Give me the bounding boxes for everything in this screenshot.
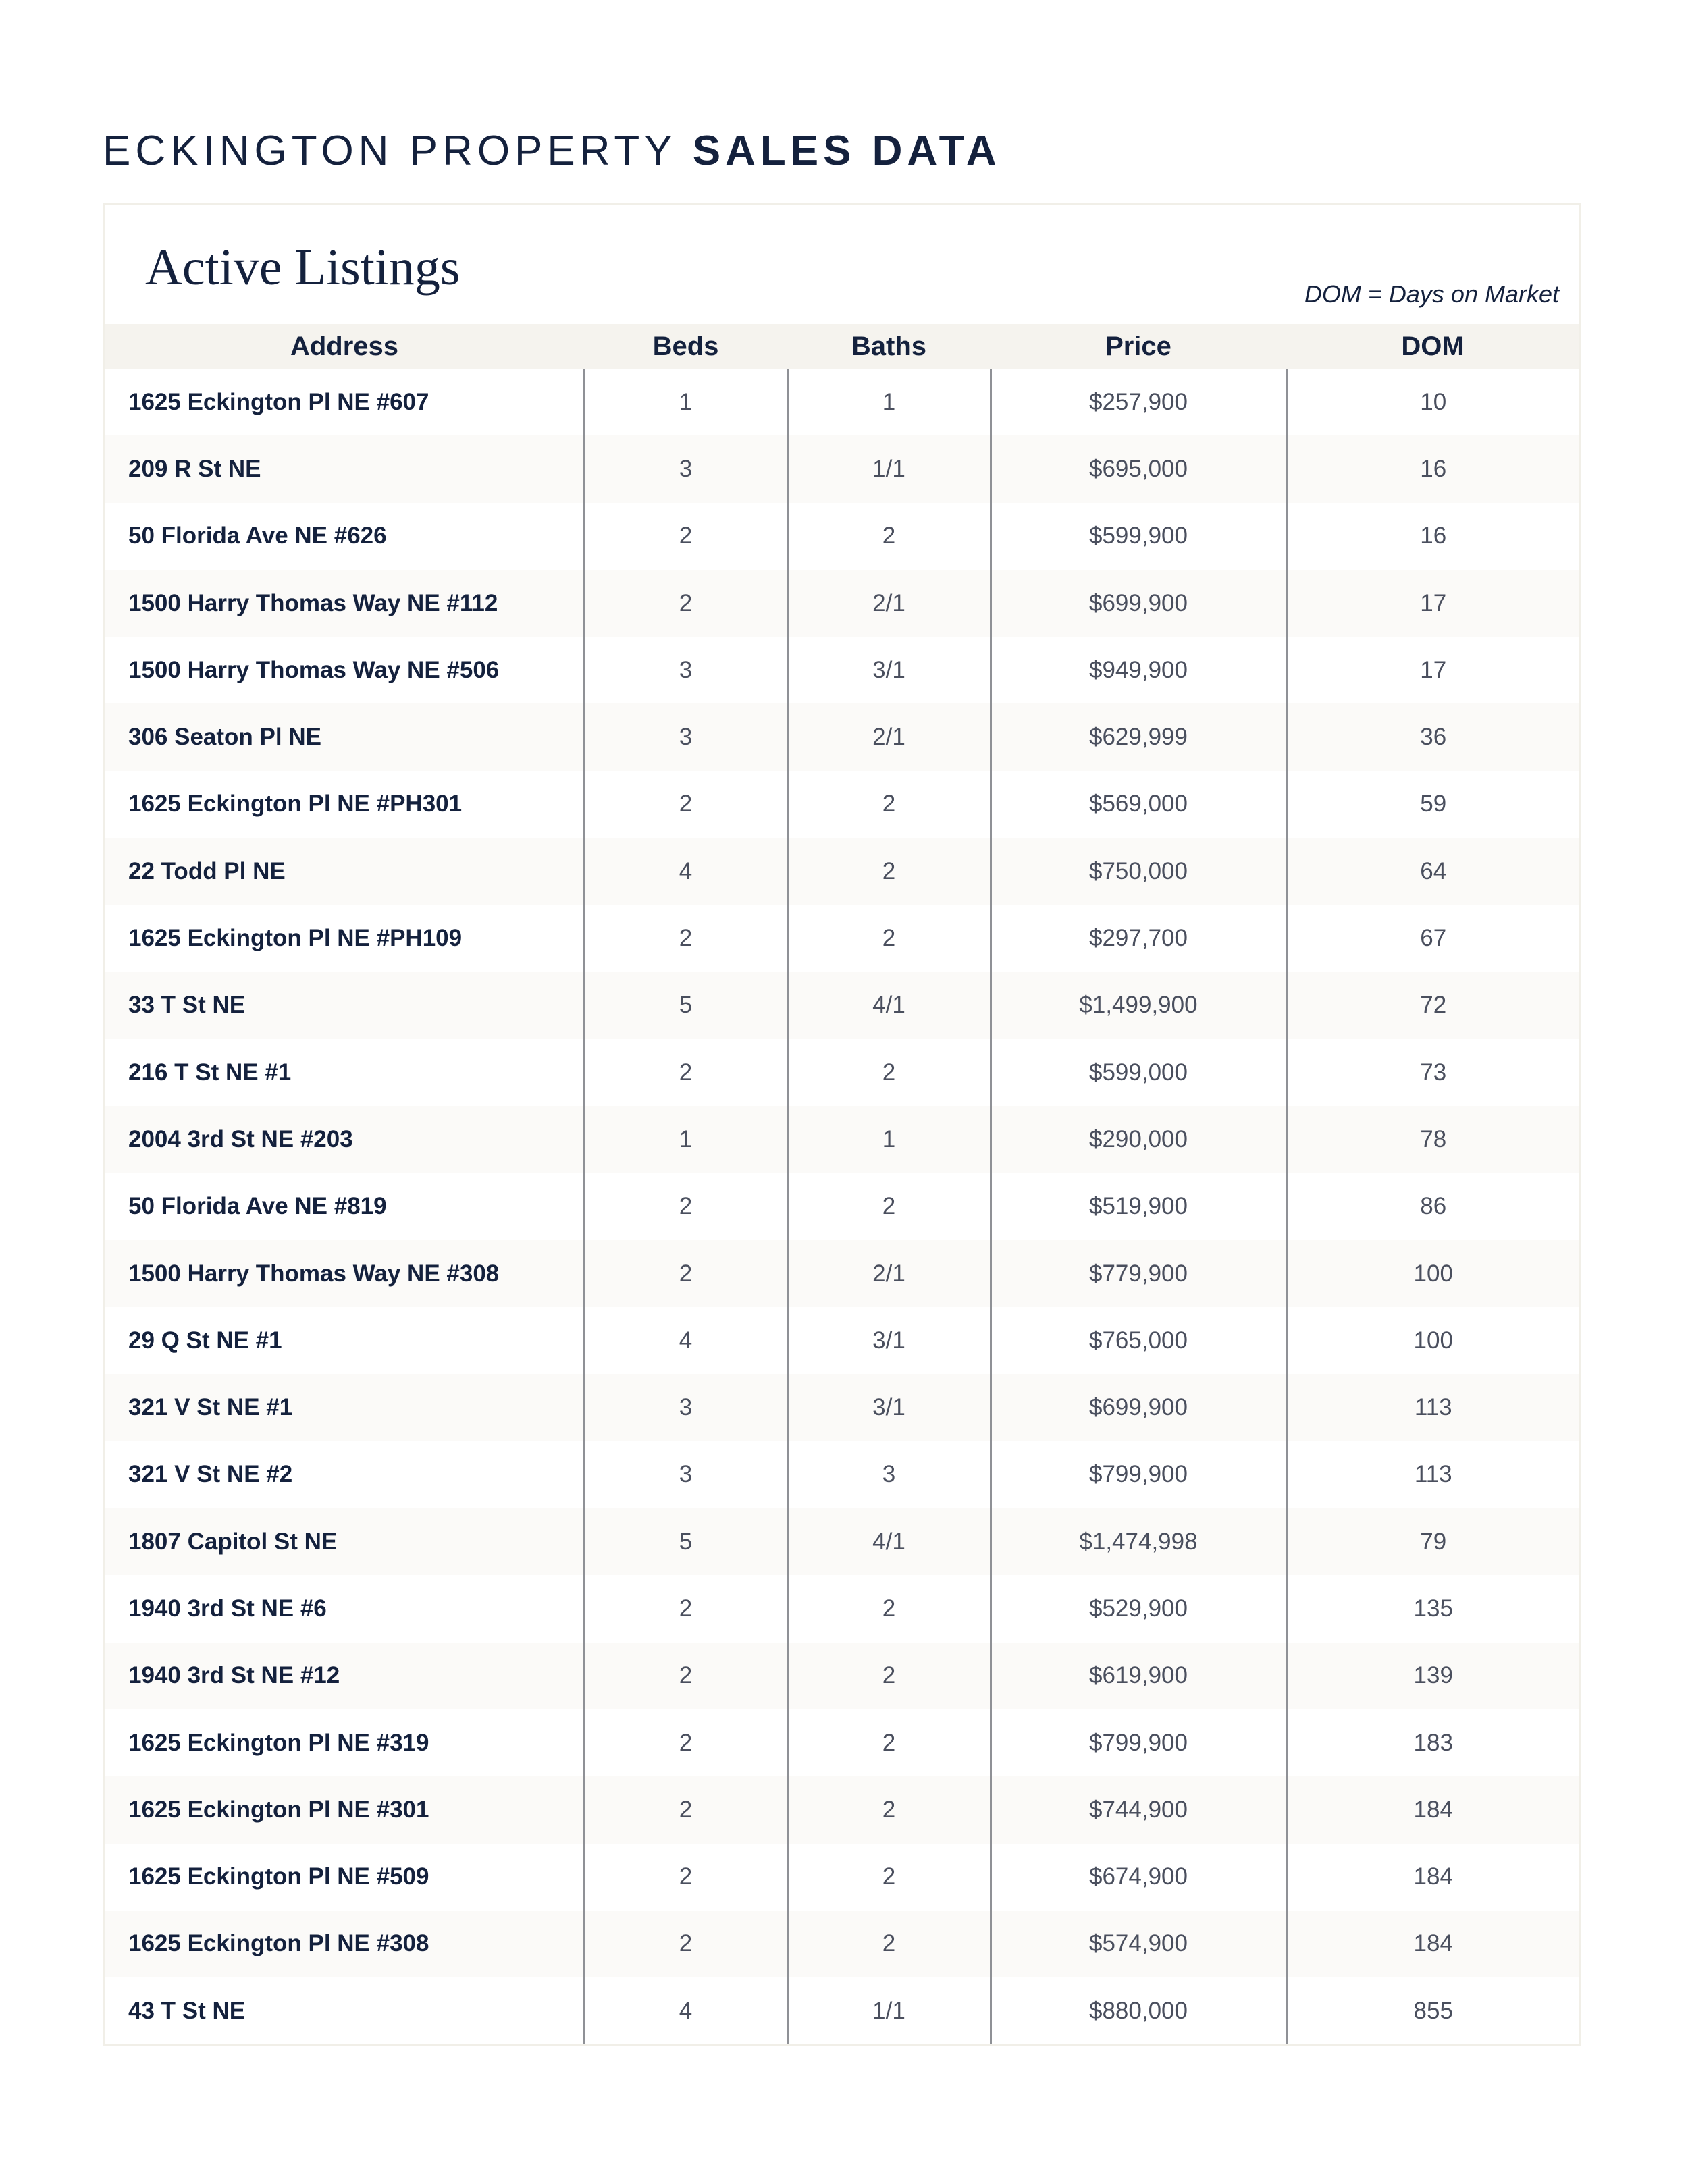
table-row <box>105 972 1579 1039</box>
cell-dom: 78 <box>1286 1106 1579 1173</box>
cell-baths: 2 <box>787 905 991 971</box>
cell-address: 209 R St NE <box>128 455 261 482</box>
cell-beds: 2 <box>584 570 787 637</box>
cell-price: $744,900 <box>991 1776 1286 1843</box>
table-row <box>105 1441 1579 1508</box>
cell-baths: 1/1 <box>787 1977 991 2044</box>
cell-address: 216 T St NE #1 <box>128 1059 292 1086</box>
page-title <box>103 127 1001 175</box>
cell-beds: 4 <box>584 838 787 905</box>
cell-price: $290,000 <box>991 1106 1286 1173</box>
table-row <box>105 1911 1579 1977</box>
cell-dom: 135 <box>1286 1575 1579 1642</box>
cell-address: 321 V St NE #1 <box>128 1394 293 1421</box>
cell-baths: 1 <box>787 369 991 435</box>
cell-price: $1,474,998 <box>991 1508 1286 1575</box>
table-row <box>105 1776 1579 1843</box>
table-row <box>105 703 1579 770</box>
cell-beds: 4 <box>584 1977 787 2044</box>
column-header-beds: Beds <box>652 331 719 361</box>
table-row <box>105 1173 1579 1240</box>
table-row <box>105 1508 1579 1575</box>
cell-beds: 2 <box>584 1844 787 1911</box>
cell-dom: 855 <box>1286 1977 1579 2044</box>
cell-beds: 3 <box>584 1374 787 1441</box>
cell-price: $799,900 <box>991 1709 1286 1776</box>
cell-price: $519,900 <box>991 1173 1286 1240</box>
table-row <box>105 1374 1579 1441</box>
cell-dom: 67 <box>1286 905 1579 971</box>
table-row <box>105 771 1579 838</box>
cell-baths: 3/1 <box>787 637 991 703</box>
cell-price: $574,900 <box>991 1911 1286 1977</box>
table-row <box>105 838 1579 905</box>
cell-address: 50 Florida Ave NE #626 <box>128 523 387 550</box>
cell-price: $695,000 <box>991 435 1286 502</box>
cell-price: $599,900 <box>991 503 1286 570</box>
cell-baths: 2/1 <box>787 703 991 770</box>
table-row <box>105 1039 1579 1106</box>
column-header-address: Address <box>290 331 399 361</box>
table-row <box>105 1106 1579 1173</box>
cell-baths: 3/1 <box>787 1307 991 1374</box>
cell-price: $750,000 <box>991 838 1286 905</box>
cell-price: $880,000 <box>991 1977 1286 2044</box>
cell-baths: 2 <box>787 1776 991 1843</box>
cell-dom: 73 <box>1286 1039 1579 1106</box>
table-body <box>105 369 1579 2044</box>
cell-price: $699,900 <box>991 570 1286 637</box>
table-row <box>105 1307 1579 1374</box>
cell-address: 33 T St NE <box>128 992 246 1019</box>
table-header <box>105 324 1579 369</box>
cell-address: 1625 Eckington Pl NE #PH301 <box>128 791 463 818</box>
cell-baths: 2 <box>787 503 991 570</box>
cell-baths: 3 <box>787 1441 991 1508</box>
cell-beds: 5 <box>584 1508 787 1575</box>
cell-price: $297,700 <box>991 905 1286 971</box>
dom-legend-note: DOM = Days on Market <box>1304 280 1559 308</box>
cell-price: $949,900 <box>991 637 1286 703</box>
cell-baths: 2 <box>787 1844 991 1911</box>
table-row <box>105 369 1579 435</box>
cell-dom: 17 <box>1286 570 1579 637</box>
active-listings-card <box>103 203 1581 2046</box>
cell-baths: 1 <box>787 1106 991 1173</box>
cell-dom: 139 <box>1286 1643 1579 1709</box>
cell-beds: 2 <box>584 503 787 570</box>
column-header-price: Price <box>1105 331 1171 361</box>
cell-dom: 79 <box>1286 1508 1579 1575</box>
cell-baths: 1/1 <box>787 435 991 502</box>
table-row <box>105 637 1579 703</box>
table-row <box>105 1643 1579 1709</box>
cell-address: 1625 Eckington Pl NE #607 <box>128 388 429 415</box>
cell-address: 22 Todd Pl NE <box>128 857 286 884</box>
cell-price: $799,900 <box>991 1441 1286 1508</box>
cell-beds: 1 <box>584 369 787 435</box>
cell-dom: 10 <box>1286 369 1579 435</box>
cell-dom: 16 <box>1286 435 1579 502</box>
cell-address: 1625 Eckington Pl NE #301 <box>128 1796 429 1823</box>
cell-beds: 2 <box>584 1709 787 1776</box>
cell-address: 1807 Capitol St NE <box>128 1528 338 1555</box>
cell-address: 50 Florida Ave NE #819 <box>128 1193 387 1220</box>
cell-dom: 100 <box>1286 1240 1579 1307</box>
table-row <box>105 503 1579 570</box>
cell-baths: 4/1 <box>787 1508 991 1575</box>
cell-baths: 2/1 <box>787 1240 991 1307</box>
cell-baths: 4/1 <box>787 972 991 1039</box>
cell-baths: 2 <box>787 1643 991 1709</box>
listings-table <box>105 324 1579 2044</box>
cell-dom: 183 <box>1286 1709 1579 1776</box>
cell-baths: 2 <box>787 771 991 838</box>
cell-beds: 3 <box>584 637 787 703</box>
cell-price: $569,000 <box>991 771 1286 838</box>
cell-address: 1500 Harry Thomas Way NE #112 <box>128 589 498 616</box>
cell-beds: 2 <box>584 1643 787 1709</box>
cell-address: 306 Seaton Pl NE <box>128 724 321 751</box>
cell-address: 2004 3rd St NE #203 <box>128 1125 353 1152</box>
cell-address: 1625 Eckington Pl NE #319 <box>128 1729 429 1756</box>
table-row <box>105 435 1579 502</box>
cell-address: 321 V St NE #2 <box>128 1461 293 1488</box>
cell-price: $257,900 <box>991 369 1286 435</box>
cell-beds: 2 <box>584 1173 787 1240</box>
cell-price: $529,900 <box>991 1575 1286 1642</box>
cell-baths: 2/1 <box>787 570 991 637</box>
cell-baths: 2 <box>787 838 991 905</box>
cell-dom: 184 <box>1286 1844 1579 1911</box>
cell-beds: 2 <box>584 771 787 838</box>
cell-dom: 113 <box>1286 1441 1579 1508</box>
table-row <box>105 1575 1579 1642</box>
cell-beds: 4 <box>584 1307 787 1374</box>
cell-address: 1500 Harry Thomas Way NE #506 <box>128 656 500 683</box>
cell-dom: 184 <box>1286 1776 1579 1843</box>
table-header-row <box>105 324 1579 369</box>
cell-price: $1,499,900 <box>991 972 1286 1039</box>
cell-beds: 2 <box>584 1911 787 1977</box>
table-row <box>105 1709 1579 1776</box>
cell-address: 1625 Eckington Pl NE #308 <box>128 1930 429 1957</box>
page-title-light: ECKINGTON PROPERTY <box>103 128 677 174</box>
cell-beds: 2 <box>584 1039 787 1106</box>
cell-beds: 1 <box>584 1106 787 1173</box>
cell-dom: 17 <box>1286 637 1579 703</box>
cell-price: $629,999 <box>991 703 1286 770</box>
cell-dom: 184 <box>1286 1911 1579 1977</box>
cell-baths: 2 <box>787 1911 991 1977</box>
cell-address: 29 Q St NE #1 <box>128 1327 282 1354</box>
cell-price: $674,900 <box>991 1844 1286 1911</box>
cell-price: $779,900 <box>991 1240 1286 1307</box>
cell-baths: 2 <box>787 1575 991 1642</box>
cell-address: 1940 3rd St NE #12 <box>128 1662 340 1689</box>
cell-address: 1940 3rd St NE #6 <box>128 1595 327 1622</box>
cell-dom: 100 <box>1286 1307 1579 1374</box>
cell-beds: 3 <box>584 1441 787 1508</box>
cell-address: 1500 Harry Thomas Way NE #308 <box>128 1260 500 1287</box>
table-row <box>105 1240 1579 1307</box>
cell-dom: 16 <box>1286 503 1579 570</box>
cell-dom: 86 <box>1286 1173 1579 1240</box>
column-header-baths: Baths <box>851 331 927 361</box>
cell-address: 43 T St NE <box>128 1997 246 2024</box>
cell-price: $765,000 <box>991 1307 1286 1374</box>
cell-dom: 64 <box>1286 838 1579 905</box>
cell-beds: 2 <box>584 905 787 971</box>
table-row <box>105 1977 1579 2044</box>
cell-beds: 5 <box>584 972 787 1039</box>
cell-beds: 3 <box>584 703 787 770</box>
column-header-dom: DOM <box>1401 331 1465 361</box>
table-row <box>105 905 1579 971</box>
cell-beds: 2 <box>584 1776 787 1843</box>
cell-beds: 2 <box>584 1575 787 1642</box>
cell-price: $599,000 <box>991 1039 1286 1106</box>
cell-beds: 3 <box>584 435 787 502</box>
cell-baths: 2 <box>787 1173 991 1240</box>
cell-beds: 2 <box>584 1240 787 1307</box>
cell-price: $699,900 <box>991 1374 1286 1441</box>
cell-dom: 59 <box>1286 771 1579 838</box>
cell-baths: 3/1 <box>787 1374 991 1441</box>
cell-baths: 2 <box>787 1039 991 1106</box>
cell-address: 1625 Eckington Pl NE #509 <box>128 1863 429 1890</box>
table-row <box>105 570 1579 637</box>
section-title: Active Listings <box>145 239 460 296</box>
cell-address: 1625 Eckington Pl NE #PH109 <box>128 925 463 952</box>
cell-dom: 113 <box>1286 1374 1579 1441</box>
cell-dom: 72 <box>1286 972 1579 1039</box>
cell-price: $619,900 <box>991 1643 1286 1709</box>
page-title-bold: SALES DATA <box>692 128 1001 174</box>
cell-dom: 36 <box>1286 703 1579 770</box>
cell-baths: 2 <box>787 1709 991 1776</box>
table-row <box>105 1844 1579 1911</box>
